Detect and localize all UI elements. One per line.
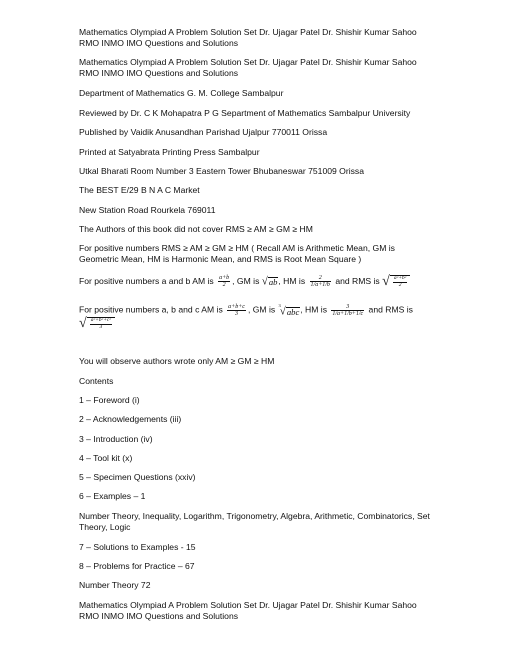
rms2-numerator: a²+b²: [393, 275, 407, 281]
department-line: Department of Mathematics G. M. College Sambalpur: [79, 88, 284, 98]
contents-item-introduction: 3 – Introduction (iv): [79, 434, 153, 444]
sqrt-icon: √: [261, 275, 268, 288]
hm3-numerator: 3: [331, 304, 364, 311]
contents-item-foreword: 1 – Foreword (i): [79, 395, 140, 405]
am3-fraction: [227, 304, 246, 317]
am2-fraction: [218, 275, 230, 288]
contents-item-number-theory: Number Theory 72: [79, 580, 151, 590]
hm2-fraction: [310, 275, 331, 288]
gm3-cuberoot: [278, 303, 301, 317]
gm3-radicand: abc: [286, 306, 300, 317]
formula3-text-am: For positive numbers a, b and c AM is: [79, 304, 223, 315]
sqrt-icon: √: [279, 305, 286, 318]
contents-item-solutions: 7 – Solutions to Examples - 15: [79, 542, 196, 552]
formula2-text-rms: and RMS is: [335, 275, 380, 286]
formula3-text-gm: , GM is: [247, 304, 276, 315]
rms2-fraction: [393, 276, 408, 288]
hm3-fraction: [331, 304, 364, 317]
reviewer-line: Reviewed by Dr. C K Mohapatra P G Separtment of Mathematics Sambalpur University: [79, 108, 411, 118]
printer-line: Printed at Satyabrata Printing Press Sambalpur: [79, 147, 260, 157]
sqrt-icon: √: [382, 274, 390, 289]
address-line-3: New Station Road Rourkela 769011: [79, 205, 216, 215]
am2-numerator: a+b: [219, 275, 230, 281]
am3-denominator: 3: [235, 310, 239, 317]
header-title: Mathematics Olympiad A Problem Solution Set Dr. Ujagar Patel Dr. Shishir Kumar Sahoo RMO INMO IMO Questions and Solutions: [79, 27, 417, 48]
title-repeat: Mathematics Olympiad A Problem Solution Set Dr. Ujagar Patel Dr. Shishir Kumar Sahoo RMO INMO IMO Questions and Solutions: [79, 57, 417, 78]
formula3-text-rms: and RMS is: [368, 304, 413, 315]
contents-item-toolkit: 4 – Tool kit (x): [79, 453, 133, 463]
am2-denominator: 2: [222, 282, 226, 288]
observation-line: You will observe authors wrote only AM ≥ GM ≥ HM: [79, 356, 275, 366]
gm3-root-index: 3: [278, 303, 281, 308]
contents-item-specimen-questions: 5 – Specimen Questions (xxiv): [79, 472, 196, 482]
formula2-text-gm: , GM is: [232, 275, 260, 286]
rms3-denominator: 3: [99, 323, 103, 330]
formula2-text-am: For positive numbers a and b AM is: [79, 275, 214, 286]
formula-three-variables: [79, 303, 434, 330]
topics-list: Number Theory, Inequality, Logarithm, Trigonometry, Algebra, Arithmetic, Combinatorics, Set Theory, Logic: [79, 511, 430, 532]
formula2-text-hm: , HM is: [278, 275, 306, 286]
rms3-sqrt: [79, 317, 115, 330]
rms2-radicand: [390, 275, 411, 288]
hm2-numerator: 2: [310, 275, 331, 282]
contents-item-acknowledgements: 2 – Acknowledgements (iii): [79, 414, 182, 424]
rms2-sqrt: [382, 275, 410, 288]
hm2-denominator: 1/a+1/b: [310, 282, 330, 288]
contents-heading: Contents: [79, 376, 114, 386]
gm2-sqrt: [262, 276, 279, 288]
hm3-denominator: 1/a+1/b+1/c: [332, 310, 364, 317]
rms2-denominator: 2: [398, 281, 402, 288]
address-line-1: Utkal Bharati Room Number 3 Eastern Tower Bhubaneswar 751009 Orissa: [79, 166, 365, 176]
gm2-radicand: ab: [268, 276, 278, 287]
formula3-text-hm: , HM is: [300, 304, 327, 315]
publisher-line: Published by Vaidik Anusandhan Parishad Ujalpur 770011 Orissa: [79, 127, 328, 137]
means-definition: For positive numbers RMS ≥ AM ≥ GM ≥ HM ( Recall AM is Arithmetic Mean, GM is Geometric Mean, HM is Harmonic Mean, and RMS is Root Mean Square ): [79, 243, 395, 264]
formula-two-variables: [79, 275, 434, 288]
rms3-fraction: [90, 318, 112, 330]
note-line: The Authors of this book did not cover RMS ≥ AM ≥ GM ≥ HM: [79, 224, 313, 234]
rms3-numerator: a²+b²+c²: [90, 317, 111, 324]
contents-item-problems: 8 – Problems for Practice – 67: [79, 561, 195, 571]
address-line-2: The BEST E/29 B N A C Market: [79, 185, 200, 195]
contents-item-examples: 6 – Examples – 1: [79, 491, 146, 501]
am3-numerator: a+b+c: [228, 303, 245, 310]
sqrt-icon: √: [79, 316, 87, 332]
rms3-radicand: [87, 317, 115, 330]
footer-title: Mathematics Olympiad A Problem Solution Set Dr. Ujagar Patel Dr. Shishir Kumar Sahoo RMO INMO IMO Questions and Solutions: [79, 600, 417, 621]
